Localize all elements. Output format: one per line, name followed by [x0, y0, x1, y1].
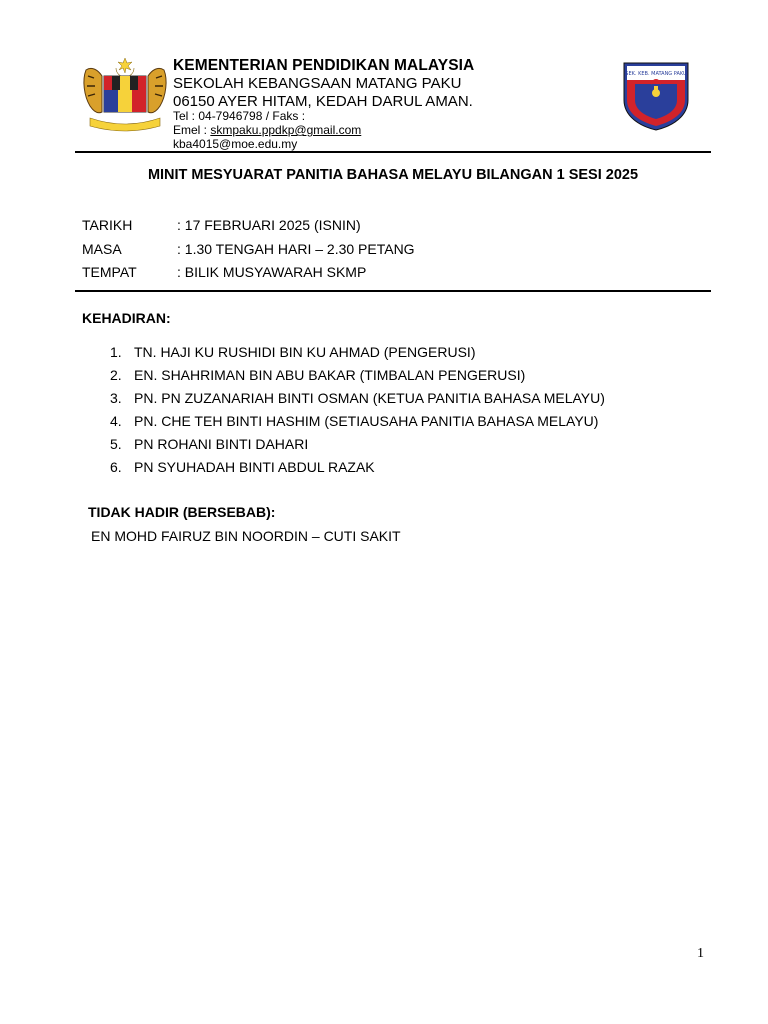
svg-text:SEK. KEB. MATANG PAKU: SEK. KEB. MATANG PAKU — [625, 71, 687, 77]
telephone-fax: Tel : 04-7946798 / Faks : — [173, 109, 306, 123]
email-label: Emel : — [173, 123, 211, 137]
attendee-name: PN. CHE TEH BINTI HASHIM (SETIAUSAHA PANITIA BAHASA MELAYU) — [134, 413, 599, 429]
list-item-number: 2. — [110, 367, 122, 383]
email-secondary: kba4015@moe.edu.my — [173, 137, 298, 151]
absent-entry: EN MOHD FAIRUZ BIN NOORDIN – CUTI SAKIT — [91, 528, 401, 544]
absent-heading: TIDAK HADIR (BERSEBAB): — [88, 504, 276, 520]
list-item-number: 1. — [110, 344, 122, 360]
school-address: 06150 AYER HITAM, KEDAH DARUL AMAN. — [173, 93, 473, 110]
attendee-name: PN SYUHADAH BINTI ABDUL RAZAK — [134, 459, 375, 475]
meta-date-label: TARIKH — [82, 217, 133, 233]
attendance-heading: KEHADIRAN: — [82, 310, 171, 326]
ministry-name: KEMENTERIAN PENDIDIKAN MALAYSIA — [173, 57, 475, 74]
meta-place-label: TEMPAT — [82, 264, 137, 280]
attendee-name: EN. SHAHRIMAN BIN ABU BAKAR (TIMBALAN PENGERUSI) — [134, 367, 526, 383]
email-link[interactable]: skmpaku.ppdkp@gmail.com — [210, 123, 362, 137]
attendee-name: PN ROHANI BINTI DAHARI — [134, 436, 309, 452]
school-badge-logo — [621, 60, 691, 132]
attendee-name: TN. HAJI KU RUSHIDI BIN KU AHMAD (PENGERUSI) — [134, 344, 476, 360]
meta-time-label: MASA — [82, 241, 122, 257]
document-title: MINIT MESYUARAT PANITIA BAHASA MELAYU BILANGAN 1 SESI 2025 — [147, 167, 639, 183]
coat-of-arms-logo — [80, 56, 170, 134]
meta-place-value: : BILIK MUSYAWARAH SKMP — [177, 264, 367, 280]
list-item-number: 6. — [110, 459, 122, 475]
header-divider — [75, 151, 711, 153]
page-number: 1 — [697, 946, 704, 961]
school-name: SEKOLAH KEBANGSAAN MATANG PAKU — [173, 75, 462, 92]
attendee-name: PN. PN ZUZANARIAH BINTI OSMAN (KETUA PANITIA BAHASA MELAYU) — [134, 390, 605, 406]
section-divider — [75, 290, 711, 292]
meta-date-value: : 17 FEBRUARI 2025 (ISNIN) — [177, 217, 361, 233]
list-item-number: 5. — [110, 436, 122, 452]
meta-time-value: : 1.30 TENGAH HARI – 2.30 PETANG — [177, 241, 415, 257]
list-item-number: 4. — [110, 413, 122, 429]
email-line — [173, 123, 361, 137]
list-item-number: 3. — [110, 390, 122, 406]
